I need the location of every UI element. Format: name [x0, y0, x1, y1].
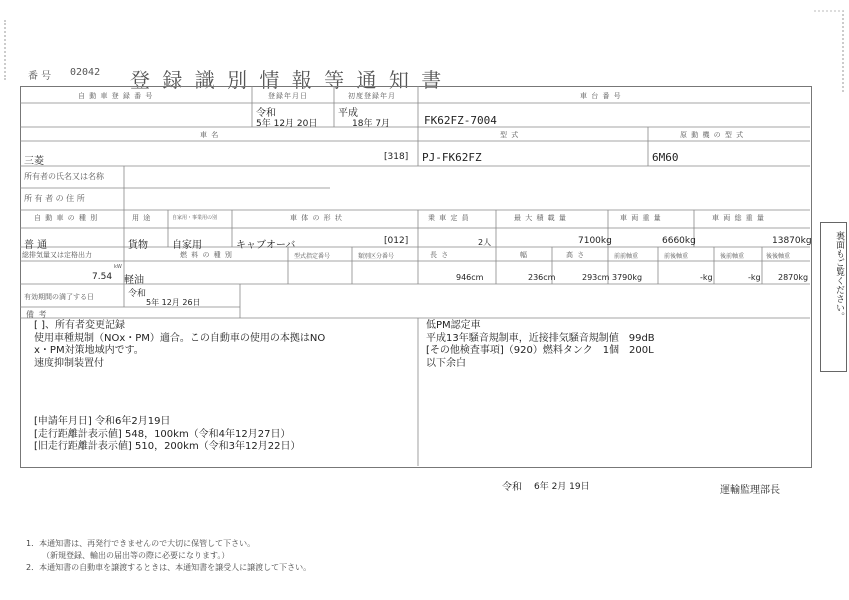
reg-date-value: 5年 12月 20日 [256, 119, 318, 129]
first-reg-value: 18年 7月 [352, 119, 391, 129]
weight-value: 6660kg [662, 236, 696, 246]
header-type: 型 式 [500, 131, 520, 139]
notes-left-line: [ ]、所有者変更記録 [34, 320, 125, 331]
footer-notes [26, 538, 311, 574]
rear-rear-axle-value: 2870kg [778, 273, 809, 282]
body-code: [012] [384, 236, 409, 246]
header-reg-number: 自 動 車 登 録 番 号 [78, 92, 154, 100]
footer-line: 1．本通知書は、再発行できませんので大切に保管して下さい。 [26, 539, 256, 548]
header-displacement: 総排気量又は定格出力 [22, 251, 92, 259]
rear-front-axle-value: -kg [748, 273, 761, 282]
first-reg-era: 平成 [338, 108, 358, 119]
private-business-value: 自家用 [172, 240, 202, 251]
body-shape-value: キャブオーバ [236, 240, 296, 251]
notes-left-line: x・PM対策地域内です。 [34, 345, 144, 356]
header-weight: 車 両 重 量 [620, 214, 662, 222]
application-info [34, 416, 301, 454]
expiry-era: 令和 [128, 289, 147, 299]
notes-right-line: 平成13年騒音規制車，近接排気騒音規制値 99dB [426, 332, 655, 344]
front-front-axle-value: 3790kg [612, 273, 643, 282]
displacement-value: 7.54 [92, 272, 113, 282]
header-front-front-axle: 前前軸重 [614, 253, 639, 260]
height-value: 293cm [582, 273, 610, 282]
header-body-shape: 車 体 の 形 状 [290, 214, 343, 222]
header-rear-front-axle: 後前軸重 [720, 253, 745, 260]
issue-date: 6年 2月 19日 [534, 482, 590, 492]
header-rear-rear-axle: 後後軸重 [766, 253, 791, 260]
header-max-load: 最 大 積 載 量 [514, 214, 567, 222]
document-number: 02042 [70, 67, 101, 78]
document-number-label: 番 号 [28, 71, 52, 82]
header-fuel: 燃 料 の 種 別 [180, 251, 233, 259]
capacity-value: 2人 [478, 238, 492, 247]
header-model-designation: 型式指定番号 [294, 253, 331, 260]
notes-left-line: 使用車種規制（NOx・PM）適合。この自動車の使用の本拠はNO [34, 332, 326, 344]
notes-left [34, 320, 325, 370]
application-line: [走行距離計表示値] 548，100km（令和4年12月27日） [34, 428, 291, 440]
header-car-kind: 自 動 車 の 種 別 [34, 214, 99, 222]
notes-left-line: 速度抑制装置付 [34, 357, 104, 369]
side-tab-see-reverse: 裏面もご覧ください。 [820, 222, 847, 372]
gross-weight-value: 13870kg [772, 236, 812, 246]
displacement-unit: kW [114, 264, 122, 270]
header-notes: 備 考 [26, 310, 48, 319]
use-value: 貨物 [128, 240, 148, 251]
header-model-name: 車 名 [200, 131, 220, 139]
issue-era: 令和 [502, 482, 522, 493]
application-line: [旧走行距離計表示値] 510，200km（令和3年12月22日） [34, 441, 301, 452]
footer-line: （新規登録、輸出の届出等の際に必要になります。） [42, 551, 230, 560]
header-chassis: 車 台 番 号 [580, 92, 622, 100]
max-load-value: 7100kg [578, 236, 612, 246]
header-owner-address: 所 有 者 の 住 所 [24, 194, 85, 203]
header-length: 長 さ [430, 251, 450, 259]
issuer: 運輸監理部長 [720, 485, 780, 496]
fuel-value: 軽油 [124, 275, 144, 286]
footer-line: 2．本通知書の自動車を譲渡するときは、本通知書を譲受人に譲渡して下さい。 [26, 563, 312, 572]
header-reg-date: 登録年月日 [268, 92, 308, 100]
maker-value: 三菱 [24, 156, 44, 167]
header-height: 高 さ [566, 251, 586, 259]
reg-era: 令和 [256, 108, 276, 119]
front-rear-axle-value: -kg [700, 273, 713, 282]
type-value: PJ-FK62FZ [422, 151, 482, 164]
header-gross-weight: 車 両 総 重 量 [712, 214, 765, 222]
notes-right-line: 低PM認定車 [426, 320, 481, 331]
header-owner-name: 所有者の氏名又は名称 [24, 172, 104, 181]
chassis-value: FK62FZ-7004 [424, 114, 497, 127]
notes-right [426, 320, 655, 370]
header-front-rear-axle: 前後軸重 [664, 253, 689, 260]
header-expiry: 有効期間の満了する日 [24, 293, 94, 301]
car-kind-value: 普 通 [24, 240, 48, 251]
header-first-reg: 初度登録年月 [348, 92, 396, 100]
expiry-value: 5年 12月 26日 [146, 298, 201, 307]
header-width: 幅 [520, 251, 528, 259]
application-line: [申請年月日] 令和6年2月19日 [34, 416, 171, 427]
header-use: 用 途 [132, 214, 152, 222]
header-engine: 原 動 機 の 型 式 [680, 131, 745, 139]
notes-right-line: 以下余白 [426, 357, 466, 369]
header-private-business: 自家用・事業用の別 [172, 215, 218, 221]
document-title: 登 録 識 別 情 報 等 通 知 書 [130, 68, 445, 92]
header-capacity: 乗 車 定 員 [428, 214, 470, 222]
header-category-number: 類別区分番号 [358, 253, 395, 260]
width-value: 236cm [528, 273, 556, 282]
engine-value: 6M60 [652, 151, 679, 164]
notes-right-line: [その他検査事項]（920）燃料タンク 1個 200L [426, 345, 654, 356]
maker-code: [318] [384, 152, 409, 162]
length-value: 946cm [456, 273, 484, 282]
